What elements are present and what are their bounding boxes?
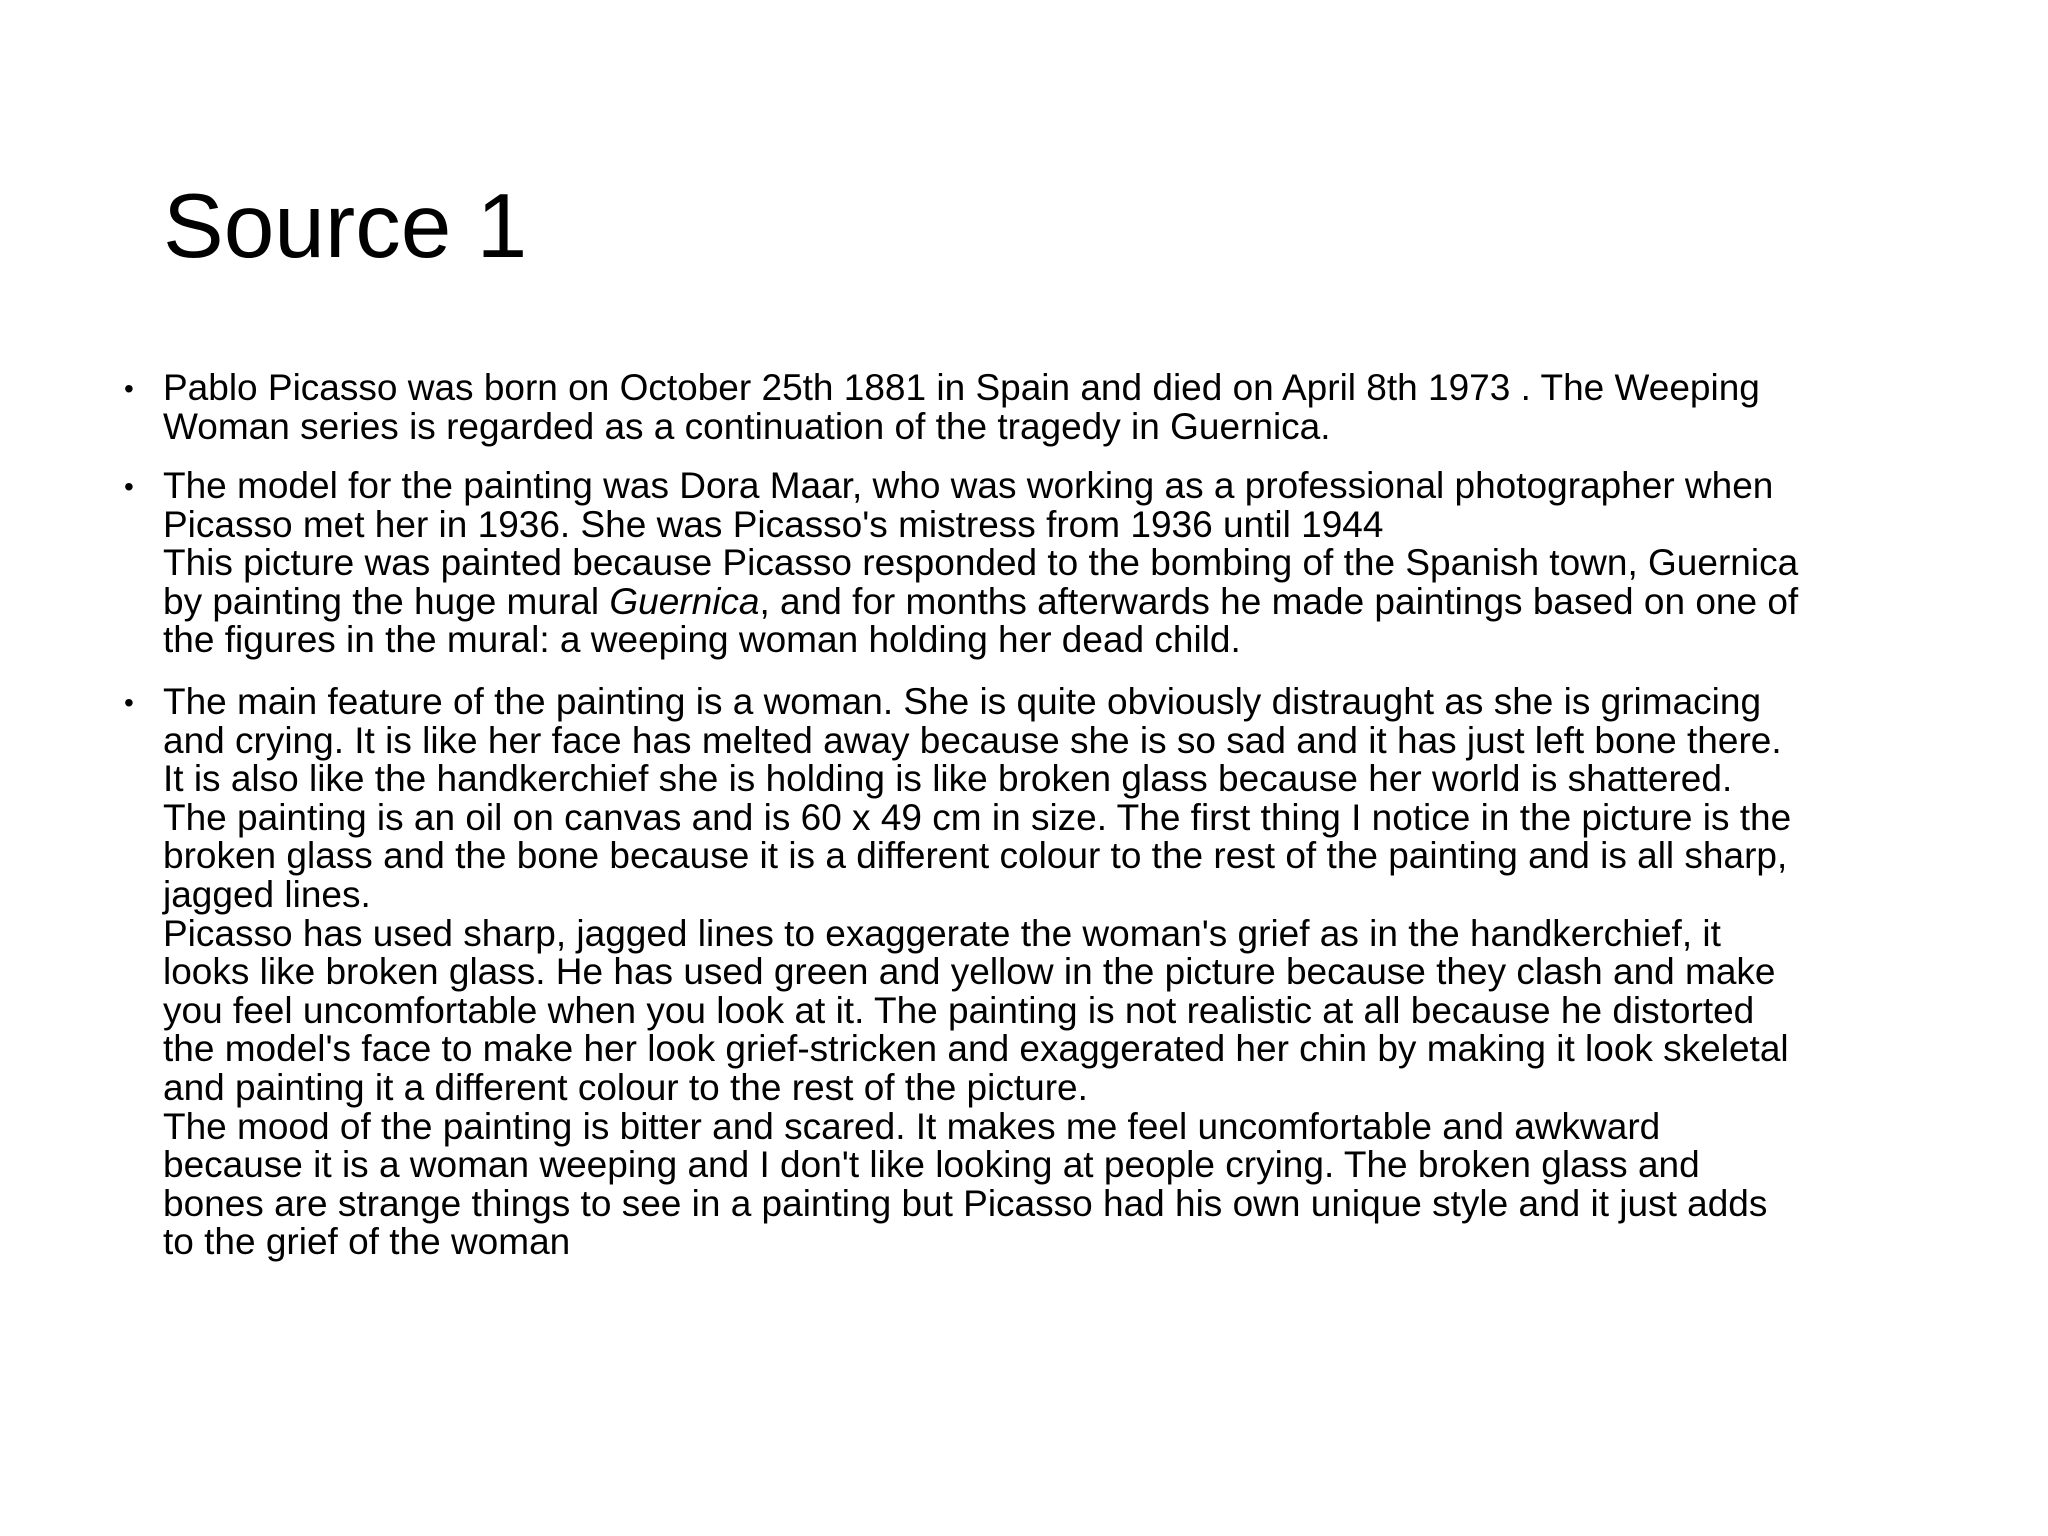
bullet-text: [163, 467, 1963, 660]
text-line: broken glass and the bone because it is a different colour to the rest of the painting and is all sharp,: [163, 835, 1788, 877]
text-line: because it is a woman weeping and I don't like looking at people crying. The broken glass and: [163, 1144, 1700, 1186]
text-line: This picture was painted because Picasso responded to the bombing of the Spanish town, Guernica: [163, 542, 1799, 584]
text-line: The mood of the painting is bitter and scared. It makes me feel uncomfortable and awkward: [163, 1105, 1661, 1147]
bullet-marker: •: [124, 471, 134, 502]
text-line: the model's face to make her look grief-stricken and exaggerated her chin by making it look skeletal: [163, 1028, 1789, 1070]
text-line: Woman series is regarded as a continuation of the tragedy in Guernica.: [163, 405, 1331, 447]
text-line: and painting it a different colour to the rest of the picture.: [163, 1066, 1088, 1108]
text-line: It is also like the handkerchief she is holding is like broken glass because her world is shattered.: [163, 758, 1733, 800]
text-segment: by painting the huge mural: [163, 580, 610, 622]
text-line: and crying. It is like her face has melted away because she is so sad and it has just left bone there.: [163, 719, 1782, 761]
slide-title: Source 1: [163, 176, 528, 277]
bullet-text: [163, 369, 1963, 446]
text-line: looks like broken glass. He has used green and yellow in the picture because they clash and make: [163, 951, 1776, 993]
text-line: to the grief of the woman: [163, 1221, 571, 1263]
text-line: [163, 580, 1963, 622]
text-segment: , and for months afterwards he made paintings based on one of: [759, 580, 1799, 622]
bullet-text: [163, 683, 1963, 1262]
text-line: you feel uncomfortable when you look at it. The painting is not realistic at all because he distorted: [163, 989, 1755, 1031]
text-line: The painting is an oil on canvas and is 60 x 49 cm in size. The first thing I notice in the picture is the: [163, 796, 1792, 838]
bullet-marker: •: [124, 687, 134, 718]
text-line: bones are strange things to see in a painting but Picasso had his own unique style and it just adds: [163, 1182, 1768, 1224]
text-line: The model for the painting was Dora Maar, who was working as a professional photographer when: [163, 465, 1774, 506]
text-line: The main feature of the painting is a woman. She is quite obviously distraught as she is grimacing: [163, 681, 1762, 722]
text-line: Pablo Picasso was born on October 25th 1881 in Spain and died on April 8th 1973 . The Weeping: [163, 367, 1760, 408]
text-line: the figures in the mural: a weeping woman holding her dead child.: [163, 619, 1241, 661]
text-line: jagged lines.: [163, 873, 371, 915]
bullet-marker: •: [124, 373, 134, 404]
italic-title: Guernica: [609, 580, 760, 622]
text-line: Picasso has used sharp, jagged lines to exaggerate the woman's grief as in the handkerchief, it: [163, 912, 1721, 954]
text-line: Picasso met her in 1936. She was Picasso's mistress from 1936 until 1944: [163, 503, 1384, 545]
